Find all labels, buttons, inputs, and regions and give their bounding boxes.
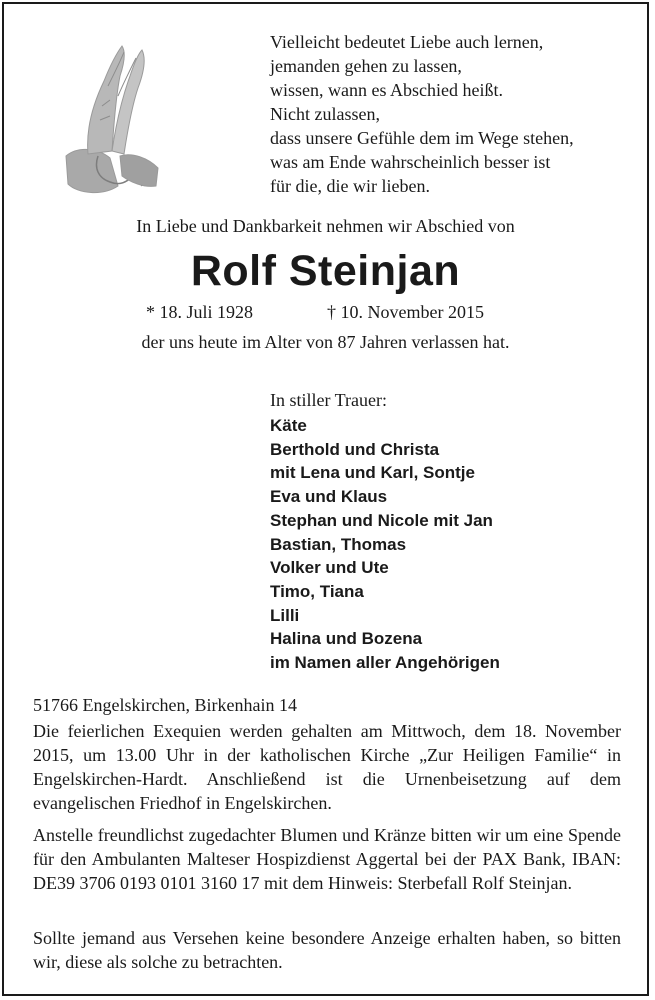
mourner-entry: Halina und Bozena [270, 629, 423, 649]
funeral-info-paragraph: Die feierlichen Exequien werden gehalten am Mittwoch, dem 18. November 2015, um 13.00 Uhr in der katholischen Kirche „Zur Heiligen Familie“ in Engelskirchen-Hardt. Anschließend ist die Urnenbeisetzung auf dem evangelischen Friedhof in Engelskirchen. [33, 721, 621, 813]
mourner-entry: Berthold und Christa [270, 439, 440, 459]
poem [270, 30, 574, 198]
mourner-entry: Stephan und Nicole mit Jan [270, 510, 493, 530]
mourner-entry: Bastian, Thomas [270, 534, 407, 554]
poem-line: Nicht zulassen, [270, 104, 380, 124]
deceased-name: Rolf Steinjan [190, 247, 461, 295]
mourner-entry: mit Lena und Karl, Sontje [270, 463, 475, 483]
mourning-label: In stiller Trauer: [270, 390, 387, 410]
mourner-entry: im Namen aller Angehörigen [270, 653, 500, 673]
poem-line: dass unsere Gefühle dem im Wege stehen, [270, 128, 574, 148]
mourners-list [270, 414, 500, 675]
mourner-entry: Eva und Klaus [270, 487, 388, 507]
mourner-entry: Timo, Tiana [270, 581, 364, 601]
age-text: der uns heute im Alter von 87 Jahren verlassen hat. [141, 332, 510, 352]
notice-paragraph: Sollte jemand aus Versehen keine besondere Anzeige erhalten haben, so bitten wir, diese als solche zu betrachten. [33, 928, 621, 972]
mourner-entry: Lilli [270, 605, 300, 625]
praying-hands-icon [58, 36, 168, 206]
death-date: † 10. November 2015 [327, 302, 484, 322]
mourner-entry: Käte [270, 416, 307, 435]
intro-text: In Liebe und Dankbarkeit nehmen wir Abschied von [136, 216, 515, 236]
poem-line: wissen, wann es Abschied heißt. [270, 80, 503, 100]
mourner-entry: Volker und Ute [270, 558, 389, 578]
donation-paragraph: Anstelle freundlichst zugedachter Blumen und Kränze bitten wir um eine Spende für den Ambulanten Malteser Hospizdienst Aggertal bei der PAX Bank, IBAN: DE39 3706 0193 0101 3160 17 mit dem Hinweis: Sterbefall Rolf Steinjan. [33, 825, 621, 893]
poem-line: jemanden gehen zu lassen, [270, 56, 462, 76]
poem-line: für die, die wir lieben. [270, 176, 430, 196]
poem-line: was am Ende wahrscheinlich besser ist [270, 152, 551, 172]
address: 51766 Engelskirchen, Birkenhain 14 [33, 695, 297, 715]
poem-line: Vielleicht bedeutet Liebe auch lernen, [270, 32, 544, 52]
birth-date: * 18. Juli 1928 [146, 302, 254, 322]
